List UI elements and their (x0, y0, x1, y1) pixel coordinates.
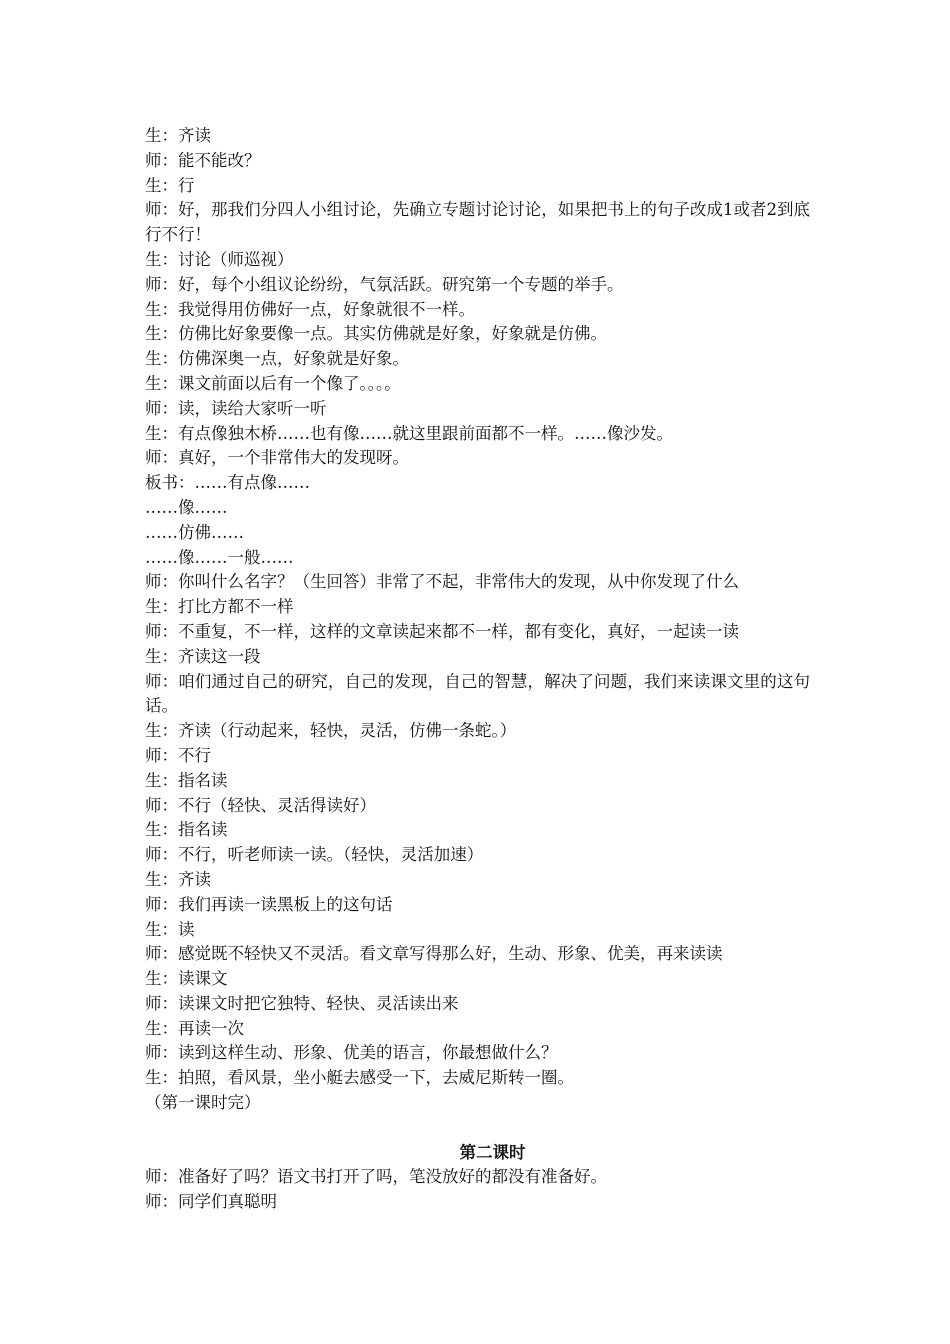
lesson-end-note: （第一课时完） (145, 1093, 261, 1113)
document-page (145, 124, 810, 1215)
blackboard-line: ……像…… (145, 497, 228, 517)
text-line: 生：齐读 (145, 126, 211, 145)
text-line: 生：再读一次 (145, 1018, 244, 1038)
transcript-part-2 (145, 1165, 810, 1215)
text-line: 生：课文前面以后有一个像了。。。。 (145, 373, 401, 393)
text-line: 生：打比方都不一样 (145, 597, 294, 617)
blackboard-line: 板书：……有点像…… (145, 473, 310, 493)
blackboard-line: ……仿佛…… (145, 522, 244, 542)
text-line: 师：读课文时把它独特、轻快、灵活读出来 (145, 993, 459, 1013)
text-line: 师：不行（轻快、灵活得读好） (145, 795, 376, 815)
text-line: 生：指名读 (145, 770, 228, 790)
text-line: 生：我觉得用仿佛好一点，好象就很不一样。 (145, 299, 475, 319)
spacer (145, 1116, 810, 1141)
text-line: 生：读 (145, 919, 195, 939)
text-line: 师：真好，一个非常伟大的发现呀。 (145, 448, 409, 468)
text-line: 师：准备好了吗？语文书打开了吗，笔没放好的都没有准备好。 (145, 1167, 607, 1187)
section-heading: 第二课时 (459, 1142, 526, 1162)
text-line: 师：好，每个小组议论纷纷，气氛活跃。研究第一个专题的举手。 (145, 274, 624, 294)
text-line: 师：同学们真聪明 (145, 1192, 277, 1212)
text-line: 生：齐读（行动起来，轻快，灵活，仿佛一条蛇。） (145, 721, 517, 741)
blackboard-line: ……像……一般…… (145, 547, 294, 567)
text-line: 生：有点像独木桥……也有像……就这里跟前面都不一样。……像沙发。 (145, 423, 673, 443)
text-line: 师：不行，听老师读一读。（轻快，灵活加速） (145, 845, 484, 865)
text-line: 生：仿佛深奥一点，好象就是好象。 (145, 349, 409, 369)
text-line: 师：我们再读一读黑板上的这句话 (145, 894, 393, 914)
text-line: 师：不行 (145, 745, 211, 765)
text-line: 师：读到这样生动、形象、优美的语言，你最想做什么？ (145, 1043, 558, 1063)
text-line: 师：读，读给大家听一听 (145, 398, 327, 418)
text-line: 师：咱们通过自己的研究，自己的发现，自己的智慧，解决了问题，我们来读课文里的这句话。 (145, 671, 810, 716)
text-line: 生：齐读 (145, 869, 211, 889)
text-line: 师：能不能改？ (145, 150, 261, 170)
text-line: 生：读课文 (145, 969, 228, 989)
text-line: 生：指名读 (145, 820, 228, 840)
text-line: 生：讨论（师巡视） (145, 249, 294, 269)
text-line: 师：不重复，不一样，这样的文章读起来都不一样，都有变化，真好，一起读一读 (145, 621, 739, 641)
text-line: 生：齐读这一段 (145, 646, 261, 666)
text-line: 师：好，那我们分四人小组讨论，先确立专题讨论讨论，如果把书上的句子改成1或者2到底行不行！ (145, 200, 810, 245)
transcript-part-1 (145, 124, 810, 1116)
text-line: 生：行 (145, 175, 195, 195)
text-line: 生：拍照，看风景，坐小艇去感受一下，去威尼斯转一圈。 (145, 1068, 574, 1088)
text-line: 师：感觉既不轻快又不灵活。看文章写得那么好，生动、形象、优美，再来读读 (145, 944, 723, 964)
text-line: 生：仿佛比好象要像一点。其实仿佛就是好象，好象就是仿佛。 (145, 324, 607, 344)
text-line: 师：你叫什么名字？（生回答）非常了不起，非常伟大的发现，从中你发现了什么 (145, 572, 739, 592)
